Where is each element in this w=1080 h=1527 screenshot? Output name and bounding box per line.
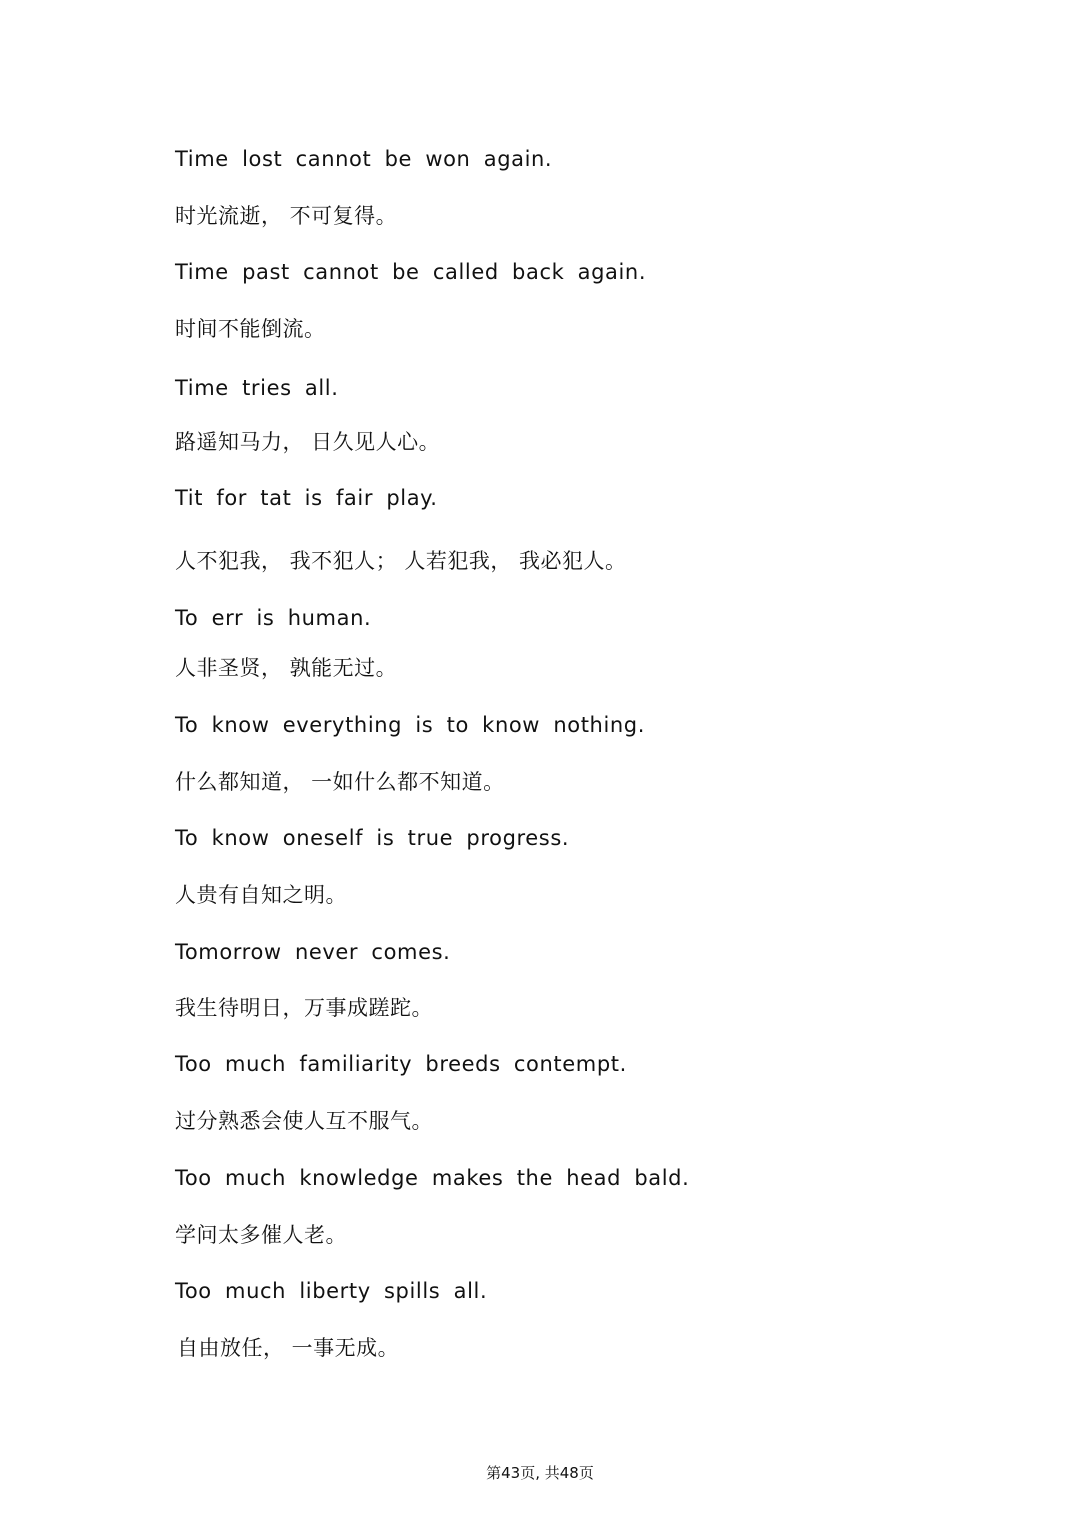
proverb-chinese: 什么都知道， 一如什么都不知道。 bbox=[175, 770, 505, 794]
proverb-chinese: 时间不能倒流。 bbox=[175, 317, 326, 341]
page-number: 第43页, 共48页 bbox=[486, 1464, 594, 1482]
proverb-chinese: 自由放任， 一事无成。 bbox=[177, 1336, 400, 1360]
proverb-english: Tomorrow never comes. bbox=[175, 940, 451, 964]
proverb-chinese: 时光流逝， 不可复得。 bbox=[175, 204, 398, 228]
proverb-chinese: 我生待明日，万事成蹉跎。 bbox=[175, 996, 433, 1020]
proverb-english: Too much liberty spills all. bbox=[175, 1279, 488, 1303]
proverb-chinese: 人不犯我， 我不犯人； 人若犯我， 我必犯人。 bbox=[175, 549, 627, 573]
proverb-chinese: 人非圣贤， 孰能无过。 bbox=[175, 656, 398, 680]
proverb-english: To err is human. bbox=[175, 606, 372, 630]
proverb-english: Tit for tat is fair play. bbox=[175, 486, 438, 510]
proverb-english: Time tries all. bbox=[175, 376, 339, 400]
proverb-english: To know oneself is true progress. bbox=[175, 826, 570, 850]
proverb-chinese: 路遥知马力， 日久见人心。 bbox=[175, 430, 441, 454]
proverb-english: Time lost cannot be won again. bbox=[175, 147, 553, 171]
proverb-english: Too much familiarity breeds contempt. bbox=[175, 1052, 627, 1076]
proverb-english: To know everything is to know nothing. bbox=[175, 713, 646, 737]
proverb-english: Time past cannot be called back again. bbox=[175, 260, 647, 284]
proverb-chinese: 过分熟悉会使人互不服气。 bbox=[175, 1109, 433, 1133]
proverb-chinese: 人贵有自知之明。 bbox=[175, 883, 347, 907]
proverb-chinese: 学问太多催人老。 bbox=[175, 1223, 347, 1247]
proverb-english: Too much knowledge makes the head bald. bbox=[175, 1166, 690, 1190]
